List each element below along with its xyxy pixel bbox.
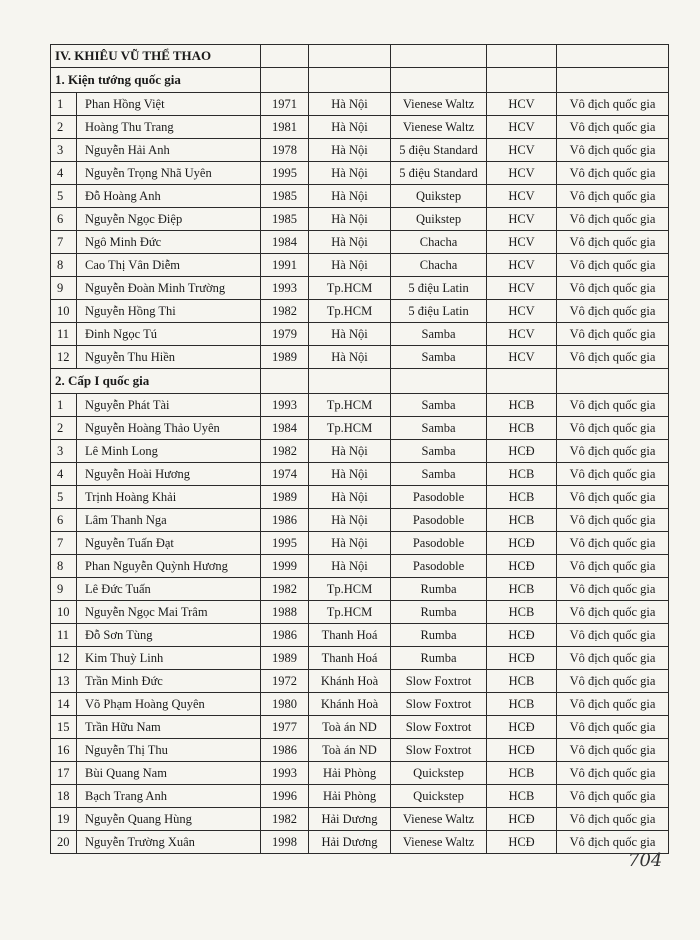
result-note: Vô địch quốc gia <box>557 831 669 854</box>
row-number: 2 <box>51 417 77 440</box>
medal: HCĐ <box>487 808 557 831</box>
unit-place: Toà án ND <box>309 739 391 762</box>
birth-year: 1988 <box>261 601 309 624</box>
birth-year: 1993 <box>261 394 309 417</box>
dance-event: Quikstep <box>391 185 487 208</box>
row-number: 9 <box>51 578 77 601</box>
table-row <box>51 647 669 670</box>
row-number: 6 <box>51 509 77 532</box>
birth-year: 1993 <box>261 277 309 300</box>
birth-year: 1998 <box>261 831 309 854</box>
row-number: 8 <box>51 254 77 277</box>
birth-year: 1977 <box>261 716 309 739</box>
birth-year: 1985 <box>261 185 309 208</box>
medal: HCV <box>487 277 557 300</box>
table-row <box>51 486 669 509</box>
result-note: Vô địch quốc gia <box>557 463 669 486</box>
medal: HCV <box>487 323 557 346</box>
medal: HCĐ <box>487 624 557 647</box>
medal: HCĐ <box>487 647 557 670</box>
birth-year: 1989 <box>261 346 309 369</box>
row-number: 3 <box>51 440 77 463</box>
unit-place: Hà Nội <box>309 463 391 486</box>
unit-place: Hà Nội <box>309 323 391 346</box>
table-row <box>51 578 669 601</box>
table-row <box>51 440 669 463</box>
unit-place: Hà Nội <box>309 346 391 369</box>
page-number: 704 <box>628 850 663 871</box>
medal: HCB <box>487 486 557 509</box>
table-row <box>51 185 669 208</box>
dance-event: Slow Foxtrot <box>391 716 487 739</box>
unit-place: Toà án ND <box>309 716 391 739</box>
table-row <box>51 555 669 578</box>
medal: HCB <box>487 670 557 693</box>
result-note: Vô địch quốc gia <box>557 254 669 277</box>
medal: HCV <box>487 93 557 116</box>
birth-year: 1986 <box>261 739 309 762</box>
birth-year: 1972 <box>261 670 309 693</box>
row-number: 8 <box>51 555 77 578</box>
dance-event: Chacha <box>391 254 487 277</box>
unit-place: Thanh Hoá <box>309 624 391 647</box>
athlete-name: Nguyễn Quang Hùng <box>77 808 261 831</box>
medal: HCB <box>487 394 557 417</box>
result-note: Vô địch quốc gia <box>557 601 669 624</box>
athlete-table <box>50 44 669 854</box>
dance-event: Samba <box>391 394 487 417</box>
medal: HCV <box>487 139 557 162</box>
table-row <box>51 762 669 785</box>
athlete-name: Lê Đức Tuấn <box>77 578 261 601</box>
birth-year: 1982 <box>261 440 309 463</box>
athlete-name: Nguyễn Ngọc Mai Trâm <box>77 601 261 624</box>
unit-place: Khánh Hoà <box>309 693 391 716</box>
section-header-row <box>51 45 669 68</box>
medal: HCV <box>487 254 557 277</box>
unit-place: Hải Phòng <box>309 762 391 785</box>
birth-year: 1991 <box>261 254 309 277</box>
row-number: 12 <box>51 346 77 369</box>
result-note: Vô địch quốc gia <box>557 647 669 670</box>
unit-place: Tp.HCM <box>309 394 391 417</box>
unit-place: Tp.HCM <box>309 417 391 440</box>
dance-event: Samba <box>391 440 487 463</box>
birth-year: 1971 <box>261 93 309 116</box>
group-header-row <box>51 68 669 93</box>
dance-event: Slow Foxtrot <box>391 670 487 693</box>
dance-event: Slow Foxtrot <box>391 693 487 716</box>
athlete-name: Nguyễn Hồng Thi <box>77 300 261 323</box>
result-note: Vô địch quốc gia <box>557 555 669 578</box>
athlete-name: Nguyễn Tuấn Đạt <box>77 532 261 555</box>
athlete-name: Trần Hữu Nam <box>77 716 261 739</box>
result-note: Vô địch quốc gia <box>557 277 669 300</box>
result-note: Vô địch quốc gia <box>557 532 669 555</box>
group-header-row <box>51 369 669 394</box>
row-number: 9 <box>51 277 77 300</box>
result-note: Vô địch quốc gia <box>557 417 669 440</box>
athlete-name: Nguyễn Hải Anh <box>77 139 261 162</box>
row-number: 5 <box>51 486 77 509</box>
dance-event: Pasodoble <box>391 532 487 555</box>
row-number: 5 <box>51 185 77 208</box>
athlete-name: Nguyễn Trường Xuân <box>77 831 261 854</box>
unit-place: Hà Nội <box>309 231 391 254</box>
dance-event: 5 điệu Standard <box>391 139 487 162</box>
medal: HCV <box>487 231 557 254</box>
unit-place: Hà Nội <box>309 509 391 532</box>
unit-place: Hải Dương <box>309 808 391 831</box>
unit-place: Tp.HCM <box>309 277 391 300</box>
dance-event: Quikstep <box>391 208 487 231</box>
medal: HCĐ <box>487 532 557 555</box>
unit-place: Hà Nội <box>309 254 391 277</box>
birth-year: 1984 <box>261 417 309 440</box>
table-row <box>51 346 669 369</box>
table-row <box>51 509 669 532</box>
row-number: 2 <box>51 116 77 139</box>
birth-year: 1982 <box>261 578 309 601</box>
birth-year: 1999 <box>261 555 309 578</box>
athlete-name: Nguyễn Ngọc Điệp <box>77 208 261 231</box>
dance-event: 5 điệu Latin <box>391 277 487 300</box>
dance-event: 5 điệu Latin <box>391 300 487 323</box>
athlete-name: Nguyễn Trọng Nhã Uyên <box>77 162 261 185</box>
group-title: 2. Cấp I quốc gia <box>51 369 261 394</box>
table-row <box>51 231 669 254</box>
result-note: Vô địch quốc gia <box>557 346 669 369</box>
birth-year: 1974 <box>261 463 309 486</box>
dance-event: Rumba <box>391 578 487 601</box>
unit-place: Thanh Hoá <box>309 647 391 670</box>
result-note: Vô địch quốc gia <box>557 509 669 532</box>
dance-event: Samba <box>391 463 487 486</box>
birth-year: 1986 <box>261 509 309 532</box>
table-row <box>51 739 669 762</box>
table-row <box>51 394 669 417</box>
medal: HCĐ <box>487 831 557 854</box>
athlete-name: Nguyễn Thị Thu <box>77 739 261 762</box>
unit-place: Hà Nội <box>309 486 391 509</box>
birth-year: 1993 <box>261 762 309 785</box>
athlete-name: Đinh Ngọc Tú <box>77 323 261 346</box>
row-number: 20 <box>51 831 77 854</box>
table-row <box>51 116 669 139</box>
result-note: Vô địch quốc gia <box>557 440 669 463</box>
medal: HCB <box>487 785 557 808</box>
medal: HCĐ <box>487 440 557 463</box>
athlete-name: Lê Minh Long <box>77 440 261 463</box>
result-note: Vô địch quốc gia <box>557 624 669 647</box>
unit-place: Tp.HCM <box>309 601 391 624</box>
athlete-name: Bạch Trang Anh <box>77 785 261 808</box>
athlete-name: Đỗ Hoàng Anh <box>77 185 261 208</box>
unit-place: Hà Nội <box>309 208 391 231</box>
birth-year: 1982 <box>261 808 309 831</box>
row-number: 7 <box>51 231 77 254</box>
medal: HCB <box>487 417 557 440</box>
dance-event: Slow Foxtrot <box>391 739 487 762</box>
row-number: 6 <box>51 208 77 231</box>
birth-year: 1986 <box>261 624 309 647</box>
medal: HCB <box>487 762 557 785</box>
result-note: Vô địch quốc gia <box>557 739 669 762</box>
row-number: 13 <box>51 670 77 693</box>
athlete-name: Đỗ Sơn Tùng <box>77 624 261 647</box>
row-number: 1 <box>51 93 77 116</box>
athlete-name: Hoàng Thu Trang <box>77 116 261 139</box>
athlete-name: Nguyễn Đoàn Minh Trường <box>77 277 261 300</box>
medal: HCV <box>487 346 557 369</box>
table-row <box>51 808 669 831</box>
athlete-name: Nguyễn Thu Hiền <box>77 346 261 369</box>
result-note: Vô địch quốc gia <box>557 578 669 601</box>
row-number: 12 <box>51 647 77 670</box>
unit-place: Hải Phòng <box>309 785 391 808</box>
medal: HCV <box>487 185 557 208</box>
athlete-name: Lâm Thanh Nga <box>77 509 261 532</box>
athlete-name: Nguyễn Phát Tài <box>77 394 261 417</box>
athlete-name: Trịnh Hoàng Khải <box>77 486 261 509</box>
athlete-name: Phan Hồng Việt <box>77 93 261 116</box>
athlete-name: Võ Phạm Hoàng Quyên <box>77 693 261 716</box>
dance-event: Pasodoble <box>391 486 487 509</box>
birth-year: 1985 <box>261 208 309 231</box>
unit-place: Hà Nội <box>309 185 391 208</box>
unit-place: Hà Nội <box>309 116 391 139</box>
result-note: Vô địch quốc gia <box>557 670 669 693</box>
birth-year: 1979 <box>261 323 309 346</box>
birth-year: 1995 <box>261 162 309 185</box>
result-note: Vô địch quốc gia <box>557 185 669 208</box>
row-number: 18 <box>51 785 77 808</box>
result-note: Vô địch quốc gia <box>557 716 669 739</box>
dance-event: Chacha <box>391 231 487 254</box>
result-note: Vô địch quốc gia <box>557 486 669 509</box>
birth-year: 1978 <box>261 139 309 162</box>
result-note: Vô địch quốc gia <box>557 300 669 323</box>
row-number: 17 <box>51 762 77 785</box>
dance-event: Pasodoble <box>391 555 487 578</box>
birth-year: 1981 <box>261 116 309 139</box>
dance-event: Rumba <box>391 647 487 670</box>
result-note: Vô địch quốc gia <box>557 116 669 139</box>
row-number: 4 <box>51 463 77 486</box>
unit-place: Hà Nội <box>309 139 391 162</box>
result-note: Vô địch quốc gia <box>557 394 669 417</box>
table-row <box>51 208 669 231</box>
athlete-name: Nguyễn Hoài Hương <box>77 463 261 486</box>
row-number: 11 <box>51 624 77 647</box>
row-number: 16 <box>51 739 77 762</box>
row-number: 1 <box>51 394 77 417</box>
medal: HCV <box>487 208 557 231</box>
table-row <box>51 785 669 808</box>
result-note: Vô địch quốc gia <box>557 693 669 716</box>
birth-year: 1996 <box>261 785 309 808</box>
dance-event: 5 điệu Standard <box>391 162 487 185</box>
row-number: 19 <box>51 808 77 831</box>
medal: HCB <box>487 463 557 486</box>
dance-event: Vienese Waltz <box>391 808 487 831</box>
row-number: 3 <box>51 139 77 162</box>
dance-event: Vienese Waltz <box>391 93 487 116</box>
unit-place: Hà Nội <box>309 162 391 185</box>
section-title: IV. KHIÊU VŨ THỂ THAO <box>51 45 261 68</box>
result-note: Vô địch quốc gia <box>557 762 669 785</box>
dance-event: Vienese Waltz <box>391 116 487 139</box>
unit-place: Khánh Hoà <box>309 670 391 693</box>
table-body <box>51 45 669 854</box>
table-row <box>51 93 669 116</box>
row-number: 11 <box>51 323 77 346</box>
group-title: 1. Kiện tướng quốc gia <box>51 68 261 93</box>
table-row <box>51 463 669 486</box>
athlete-name: Kim Thuỳ Linh <box>77 647 261 670</box>
table-row <box>51 831 669 854</box>
table-row <box>51 323 669 346</box>
medal: HCĐ <box>487 555 557 578</box>
medal: HCĐ <box>487 716 557 739</box>
table-row <box>51 670 669 693</box>
result-note: Vô địch quốc gia <box>557 208 669 231</box>
table-row <box>51 532 669 555</box>
table-row <box>51 300 669 323</box>
medal: HCV <box>487 300 557 323</box>
table-row <box>51 624 669 647</box>
row-number: 15 <box>51 716 77 739</box>
medal: HCV <box>487 116 557 139</box>
dance-event: Samba <box>391 417 487 440</box>
dance-event: Samba <box>391 346 487 369</box>
birth-year: 1989 <box>261 647 309 670</box>
result-note: Vô địch quốc gia <box>557 231 669 254</box>
unit-place: Hà Nội <box>309 555 391 578</box>
birth-year: 1984 <box>261 231 309 254</box>
table-row <box>51 139 669 162</box>
medal: HCB <box>487 601 557 624</box>
dance-event: Rumba <box>391 624 487 647</box>
row-number: 14 <box>51 693 77 716</box>
unit-place: Hà Nội <box>309 440 391 463</box>
unit-place: Tp.HCM <box>309 578 391 601</box>
table-row <box>51 277 669 300</box>
medal: HCB <box>487 509 557 532</box>
dance-event: Samba <box>391 323 487 346</box>
table-row <box>51 254 669 277</box>
row-number: 10 <box>51 601 77 624</box>
birth-year: 1982 <box>261 300 309 323</box>
unit-place: Hà Nội <box>309 93 391 116</box>
athlete-name: Ngô Minh Đức <box>77 231 261 254</box>
dance-event: Quickstep <box>391 785 487 808</box>
result-note: Vô địch quốc gia <box>557 808 669 831</box>
dance-event: Quickstep <box>391 762 487 785</box>
birth-year: 1989 <box>261 486 309 509</box>
dance-event: Pasodoble <box>391 509 487 532</box>
table-row <box>51 601 669 624</box>
unit-place: Tp.HCM <box>309 300 391 323</box>
athlete-name: Cao Thị Vân Diễm <box>77 254 261 277</box>
result-note: Vô địch quốc gia <box>557 162 669 185</box>
medal: HCV <box>487 162 557 185</box>
athlete-name: Bùi Quang Nam <box>77 762 261 785</box>
table-row <box>51 716 669 739</box>
dance-event: Vienese Waltz <box>391 831 487 854</box>
result-note: Vô địch quốc gia <box>557 93 669 116</box>
athlete-name: Phan Nguyễn Quỳnh Hương <box>77 555 261 578</box>
birth-year: 1995 <box>261 532 309 555</box>
result-note: Vô địch quốc gia <box>557 323 669 346</box>
medal: HCB <box>487 693 557 716</box>
result-note: Vô địch quốc gia <box>557 785 669 808</box>
row-number: 10 <box>51 300 77 323</box>
athlete-name: Trần Minh Đức <box>77 670 261 693</box>
birth-year: 1980 <box>261 693 309 716</box>
dance-event: Rumba <box>391 601 487 624</box>
row-number: 7 <box>51 532 77 555</box>
athlete-name: Nguyễn Hoàng Thảo Uyên <box>77 417 261 440</box>
result-note: Vô địch quốc gia <box>557 139 669 162</box>
table-row <box>51 693 669 716</box>
document-sheet <box>50 44 668 854</box>
table-row <box>51 417 669 440</box>
row-number: 4 <box>51 162 77 185</box>
table-row <box>51 162 669 185</box>
medal: HCĐ <box>487 739 557 762</box>
medal: HCB <box>487 578 557 601</box>
unit-place: Hà Nội <box>309 532 391 555</box>
unit-place: Hải Dương <box>309 831 391 854</box>
